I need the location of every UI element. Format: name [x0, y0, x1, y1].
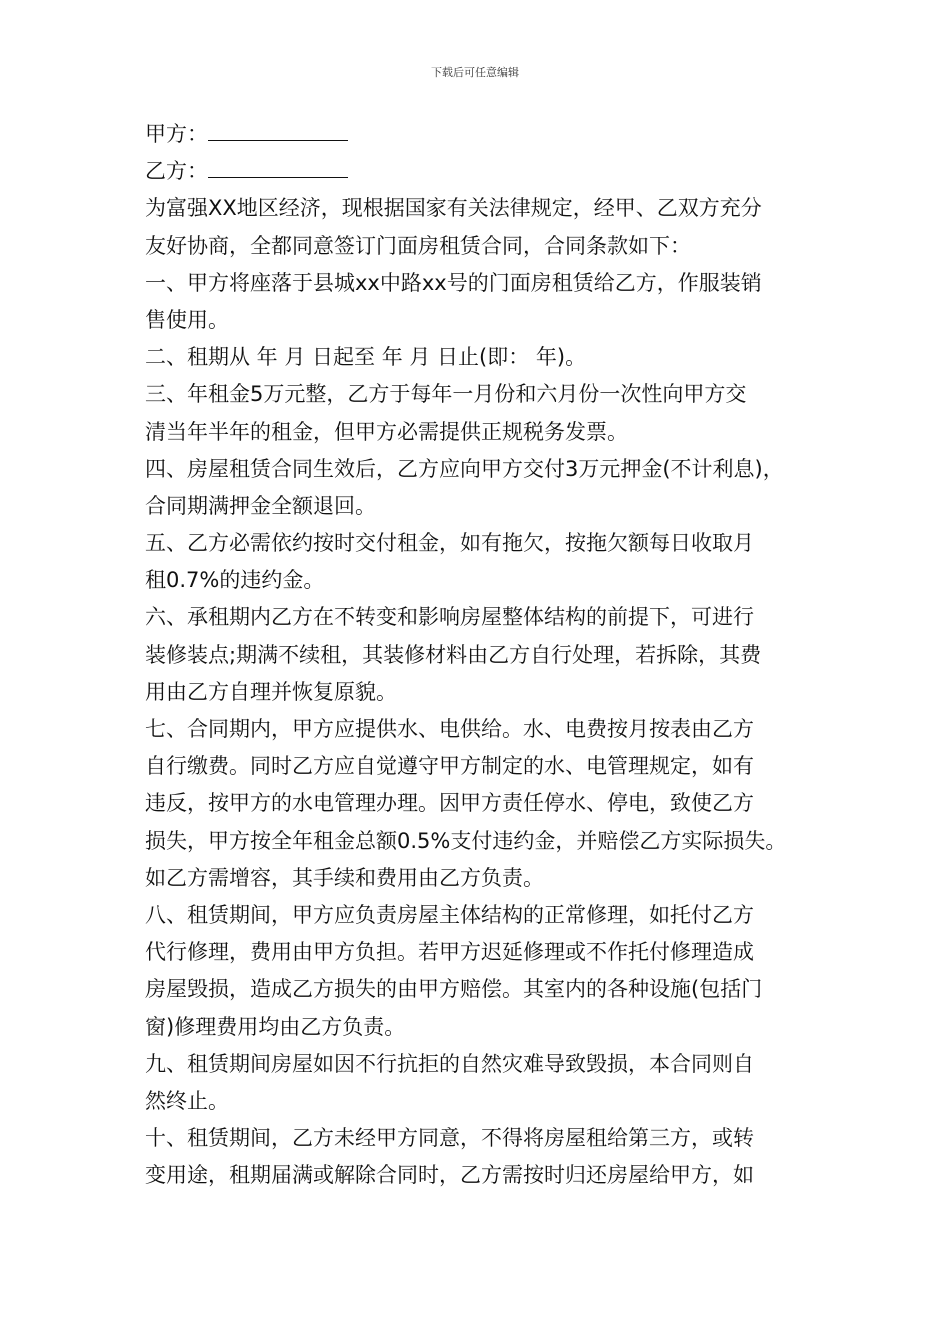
text-line: 然终止。 — [145, 1088, 229, 1113]
text-line: 合同期满押金全额退回。 — [145, 493, 376, 518]
party-b-line — [145, 153, 825, 190]
text-line: 变用途，租期届满或解除合同时，乙方需按时归还房屋给甲方，如 — [145, 1163, 754, 1188]
party-a-label: 甲方： — [145, 122, 208, 146]
text-line: 九、租赁期间房屋如因不行抗拒的自然灾难导致毁损，本合同则自 — [145, 1051, 754, 1076]
text-line: 房屋毁损，造成乙方损失的由甲方赔偿。其室内的各种设施(包括门 — [145, 977, 763, 1002]
text-line: 违反，按甲方的水电管理办理。因甲方责任停水、停电，致使乙方 — [145, 791, 754, 816]
text-line: 租0.7%的违约金。 — [145, 568, 325, 593]
text-line: 八、租赁期间，甲方应负责房屋主体结构的正常修理，如托付乙方 — [145, 902, 754, 927]
text-line: 用由乙方自理并恢复原貌。 — [145, 679, 397, 704]
text-line: 为富强XX地区经济，现根据国家有关法律规定，经甲、乙双方充分 — [145, 196, 762, 221]
party-b-label: 乙方： — [145, 159, 208, 184]
text-line: 五、乙方必需依约按时交付租金，如有拖欠，按拖欠额每日收取月 — [145, 531, 754, 556]
text-line: 友好协商，全都同意签订门面房租赁合同，合同条款如下： — [145, 233, 691, 258]
text-line: 七、合同期内，甲方应提供水、电供给。水、电费按月按表由乙方 — [145, 717, 754, 741]
contract-body — [145, 116, 825, 1194]
text-line: 四、房屋租赁合同生效后，乙方应向甲方交付3万元押金(不计利息)， — [145, 456, 784, 481]
text-line: 十、租赁期间，乙方未经甲方同意，不得将房屋租给第三方，或转 — [145, 1126, 754, 1151]
text-line: 六、承租期内乙方在不转变和影响房屋整体结构的前提下，可进行 — [145, 605, 754, 630]
text-line: 代行修理，费用由甲方负担。若甲方迟延修理或不作托付修理造成 — [145, 940, 754, 965]
text-line: 二、租期从 年 月 日起至 年 月 日止(即： 年)。 — [145, 345, 587, 370]
text-line: 装修装点;期满不续租，其装修材料由乙方自行处理，若拆除，其费 — [145, 642, 762, 667]
text-line: 损失，甲方按全年租金总额0.5%支付违约金，并赔偿乙方实际损失。 — [145, 828, 787, 853]
text-line: 一、甲方将座落于县城xx中路xx号的门面房租赁给乙方，作服装销 — [145, 270, 762, 295]
page-header-note: 下载后可任意编辑 — [431, 66, 519, 79]
text-line: 清当年半年的租金，但甲方必需提供正规税务发票。 — [145, 419, 628, 444]
party-b-blank — [208, 155, 348, 178]
text-line: 三、年租金5万元整，乙方于每年一月份和六月份一次性向甲方交 — [145, 382, 747, 407]
text-line: 售使用。 — [145, 307, 229, 332]
party-a-line — [145, 116, 825, 153]
party-a-blank — [208, 118, 348, 141]
text-line: 如乙方需增容，其手续和费用由乙方负责。 — [145, 865, 544, 890]
text-line: 窗)修理费用均由乙方负责。 — [145, 1014, 406, 1039]
text-line: 自行缴费。同时乙方应自觉遵守甲方制定的水、电管理规定，如有 — [145, 754, 754, 779]
